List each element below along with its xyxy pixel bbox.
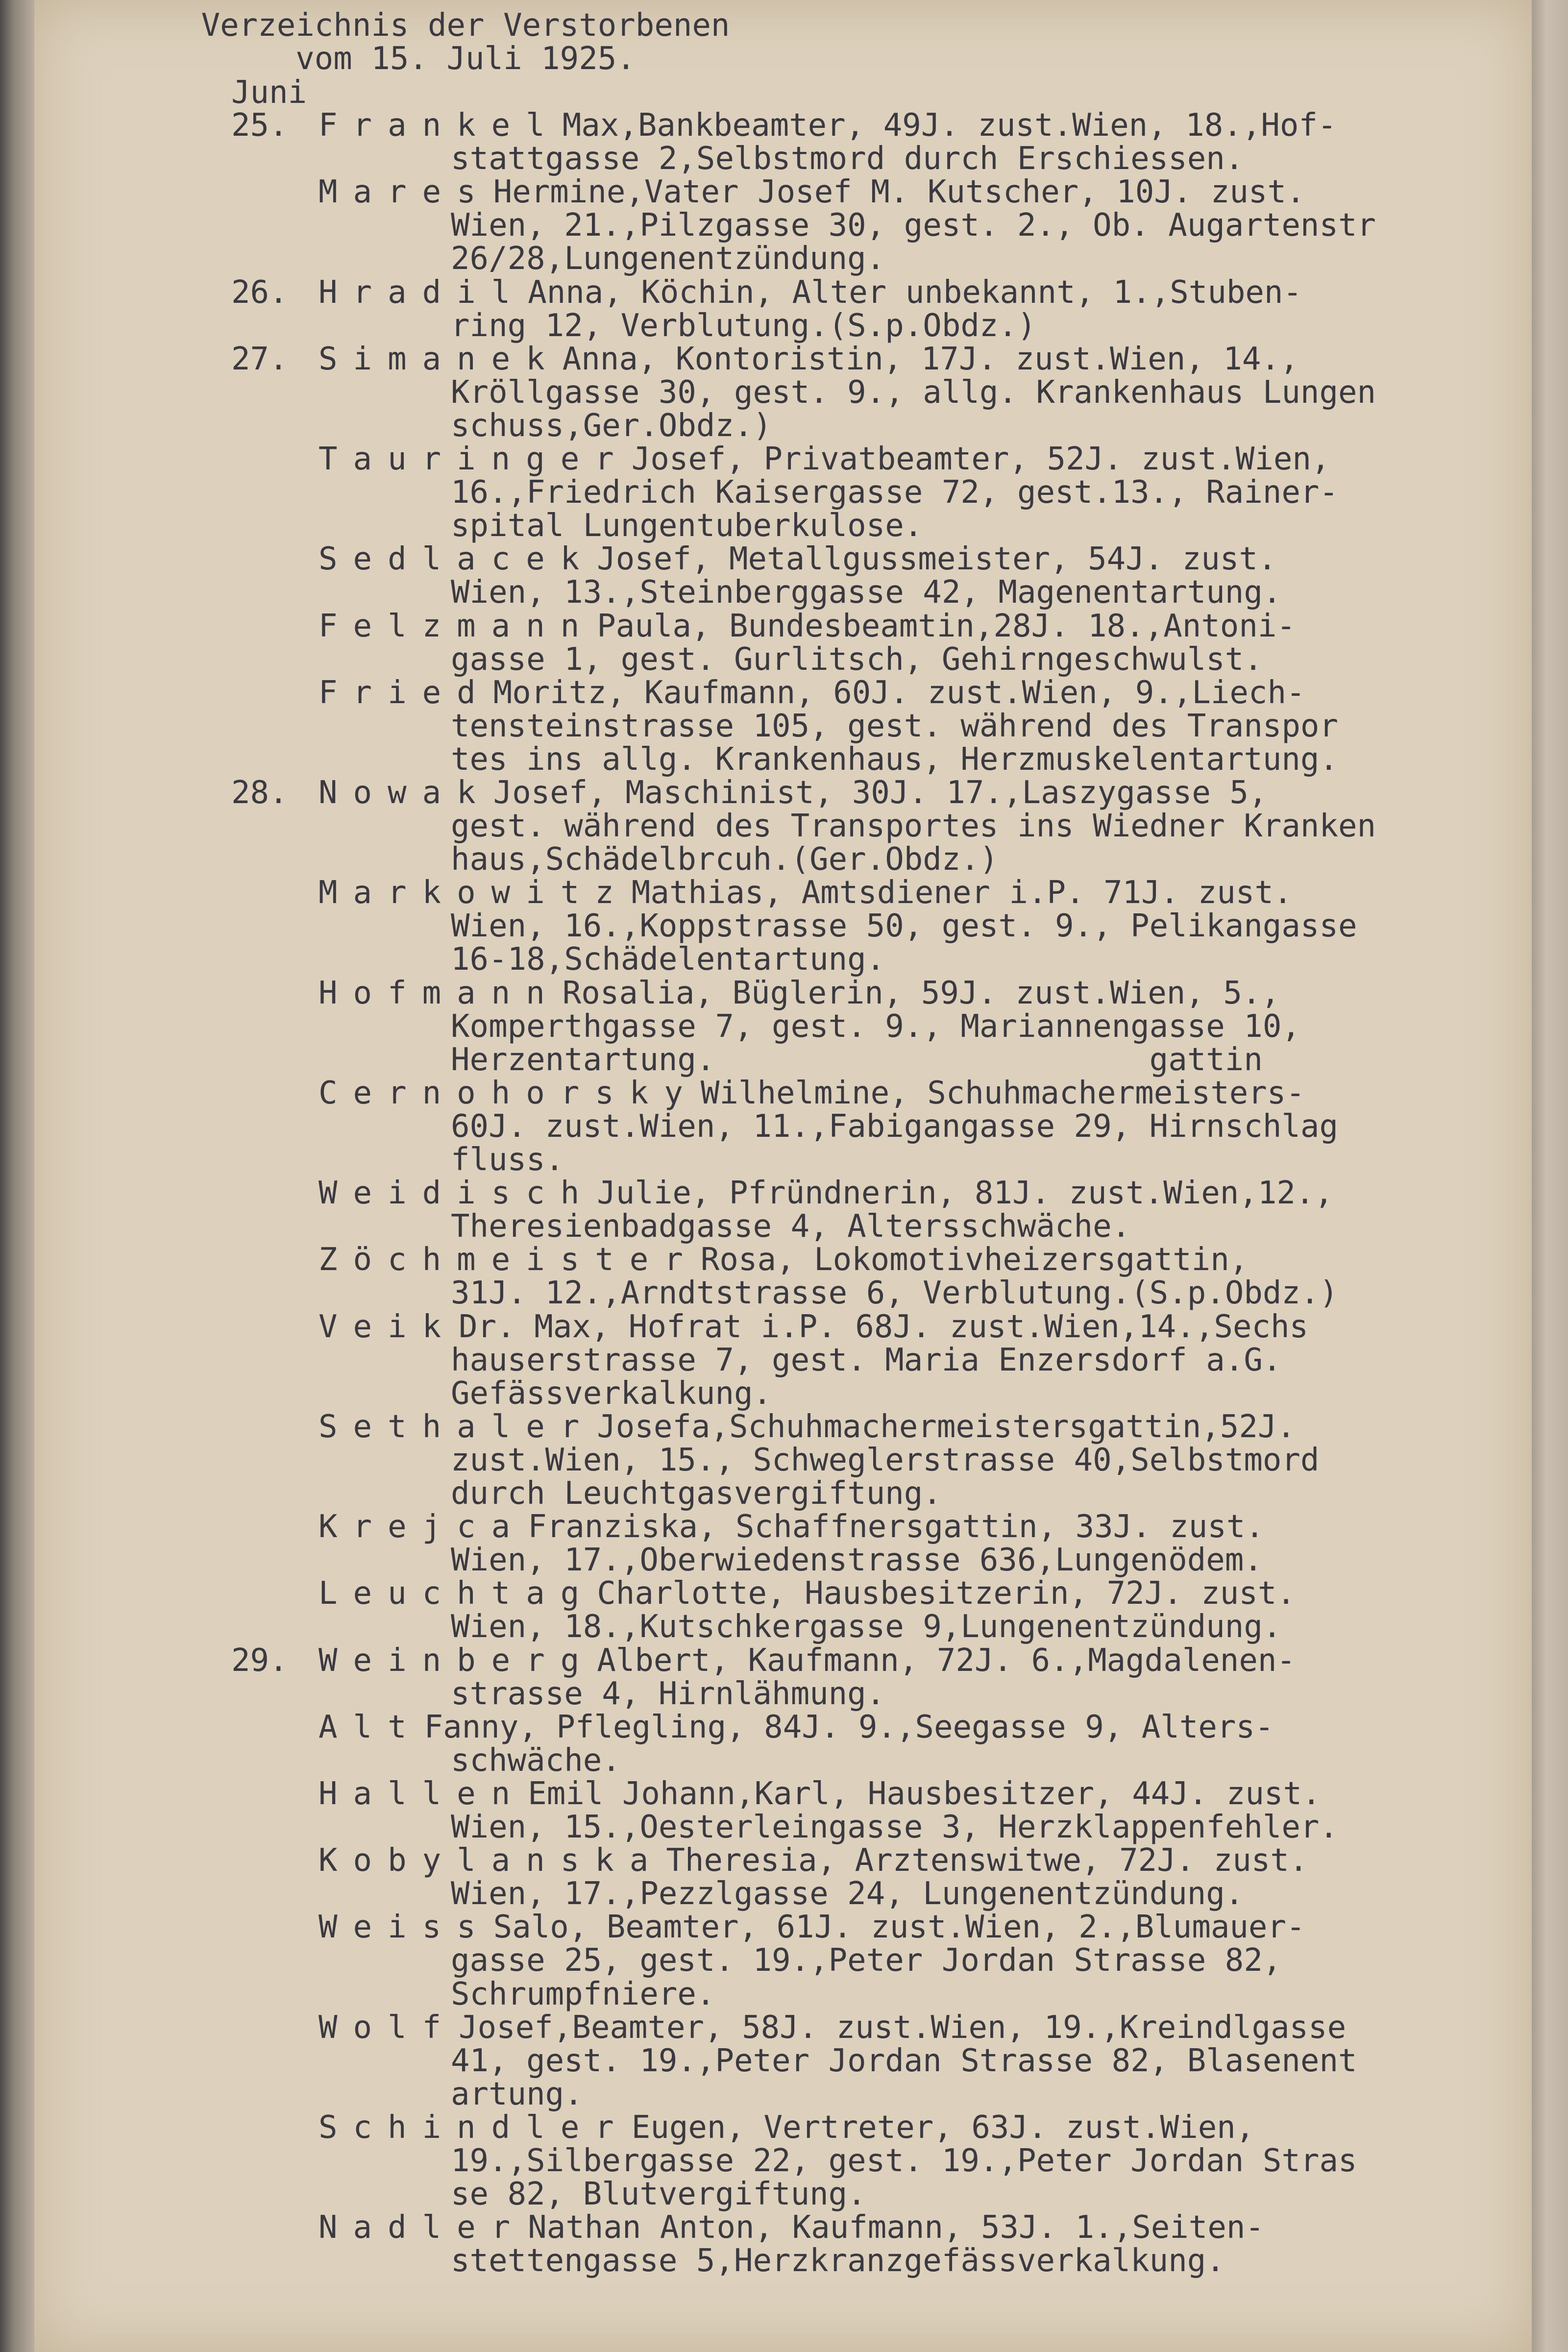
entry-surname: Hallen xyxy=(318,1776,526,1812)
entry-date: 26. xyxy=(231,274,288,311)
entry-text-continuation: 31J. 12.,Arndtstrasse 6, Verblutung.(S.p.Obdz.) xyxy=(451,1275,1338,1312)
entry-text-continuation: Wien, 17.,Pezzlgasse 24, Lungenentzündung. xyxy=(451,1876,1244,1912)
entry-text: Josef, Metallgussmeister, 54J. zust. xyxy=(597,541,1277,578)
entry-text: Rosalia, Büglerin, 59J. zust.Wien, 5., xyxy=(562,975,1280,1011)
entry-surname: Tauringer xyxy=(318,441,630,477)
entry-text-continuation: se 82, Blutvergiftung. xyxy=(451,2176,866,2213)
entry-surname: Weinberg xyxy=(318,1642,595,1679)
entry-text-continuation: durch Leuchtgasvergiftung. xyxy=(451,1475,942,1512)
entry-text: Wilhelmine, Schuhmachermeisters- xyxy=(700,1075,1305,1111)
entry-text-continuation: zust.Wien, 15., Schweglerstrasse 40,Selbstmord xyxy=(451,1442,1320,1478)
entry-text-continuation: Wien, 15.,Oesterleingasse 3, Herzklappenfehler. xyxy=(451,1809,1338,1846)
entry-surname: Sedlacek xyxy=(318,541,595,578)
entry-text-continuation: 60J. zust.Wien, 11.,Fabigangasse 29, Hirnschlag xyxy=(451,1108,1338,1145)
entry-text-continuation: 16-18,Schädelentartung. xyxy=(451,941,885,978)
entry-surname: Hofmann xyxy=(318,975,561,1011)
entry-text: Moritz, Kaufmann, 60J. zust.Wien, 9.,Liech- xyxy=(493,674,1305,711)
entry-text-continuation: stettengasse 5,Herzkranzgefässverkalkung. xyxy=(451,2243,1225,2279)
entry-text-continuation: 16.,Friedrich Kaisergasse 72, gest.13., Rainer- xyxy=(451,474,1338,511)
document-title: Verzeichnis der Verstorbenen xyxy=(201,7,730,44)
entry-text-continuation: artung. xyxy=(451,2076,583,2112)
entry-text-continuation: 19.,Silbergasse 22, gest. 19.,Peter Jordan Stras xyxy=(451,2143,1357,2180)
entry-text: Julie, Pfründnerin, 81J. zust.Wien,12., xyxy=(597,1175,1333,1212)
entry-text-continuation: Gefässverkalkung. xyxy=(451,1375,772,1412)
entry-text-continuation: ring 12, Verblutung.(S.p.Obdz.) xyxy=(451,307,1036,344)
entry-text: Josefa,Schuhmachermeistersgattin,52J. xyxy=(597,1408,1296,1445)
entry-surname: Kobylanska xyxy=(318,1842,664,1879)
entry-surname: Fried xyxy=(318,674,491,711)
entry-text-continuation: gasse 25, gest. 19.,Peter Jordan Strasse 82, xyxy=(451,1942,1282,1979)
entry-text: Charlotte, Hausbesitzerin, 72J. zust. xyxy=(597,1575,1296,1612)
entry-date: 25. xyxy=(231,107,288,144)
entry-surname: Leuchtag xyxy=(318,1575,595,1612)
entry-text: Hermine,Vater Josef M. Kutscher, 10J. zust. xyxy=(493,174,1305,211)
entry-text-continuation: gasse 1, gest. Gurlitsch, Gehirngeschwulst. xyxy=(451,641,1263,678)
entry-surname: Markowitz xyxy=(318,875,630,911)
entry-text: Mathias, Amtsdiener i.P. 71J. zust. xyxy=(631,875,1293,911)
entry-text-continuation: schuss,Ger.Obdz.) xyxy=(451,407,772,444)
entry-surname: Nowak xyxy=(318,775,491,811)
entry-text-continuation: spital Lungentuberkulose. xyxy=(451,508,923,544)
entry-text: Max,Bankbeamter, 49J. zust.Wien, 18.,Hof- xyxy=(562,107,1337,144)
entry-text-continuation: Kröllgasse 30, gest. 9., allg. Krankenhaus Lungen xyxy=(451,374,1376,411)
entry-surname: Schindler xyxy=(318,2109,630,2146)
entry-surname: Krejca xyxy=(318,1509,526,1545)
entry-text: Franziska, Schaffnersgattin, 33J. zust. xyxy=(528,1509,1264,1545)
entry-text-continuation: hauserstrasse 7, gest. Maria Enzersdorf a.G. xyxy=(451,1342,1282,1378)
entry-text: Emil Johann,Karl, Hausbesitzer, 44J. zust. xyxy=(528,1776,1321,1812)
entry-text-continuation: Wien, 13.,Steinberggasse 42, Magenentartung. xyxy=(451,574,1282,611)
entry-text-continuation: gest. während des Transportes ins Wiedner Kranken xyxy=(451,808,1376,845)
entry-surname: Mares xyxy=(318,174,491,211)
entry-text-continuation: fluss. xyxy=(451,1142,564,1178)
entry-text: Salo, Beamter, 61J. zust.Wien, 2.,Blumauer- xyxy=(493,1909,1305,1946)
entry-text: Paula, Bundesbeamtin,28J. 18.,Antoni- xyxy=(597,608,1296,644)
entry-text-continuation: 41, gest. 19.,Peter Jordan Strasse 82, Blasenent xyxy=(451,2042,1357,2079)
entry-text-continuation: 26/28,Lungenentzündung. xyxy=(451,241,885,277)
entry-surname: Cernohorsky xyxy=(318,1075,699,1111)
entry-text-continuation: Komperthgasse 7, gest. 9., Mariannengasse 10, xyxy=(451,1008,1300,1045)
entry-text-continuation: tes ins allg. Krankenhaus, Herzmuskelentartung. xyxy=(451,741,1338,778)
entry-surname: Sethaler xyxy=(318,1408,595,1445)
entry-text-continuation: haus,Schädelbrcuh.(Ger.Obdz.) xyxy=(451,841,999,878)
page-stack-edge xyxy=(1532,0,1568,2352)
entry-text: Albert, Kaufmann, 72J. 6.,Magdalenen- xyxy=(597,1642,1296,1679)
entry-text: Josef, Privatbeamter, 52J. zust.Wien, xyxy=(631,441,1330,477)
entry-surname: Alt xyxy=(318,1709,422,1745)
entry-date: 27. xyxy=(231,341,288,377)
book-spine-edge xyxy=(0,0,34,2352)
entry-surname: Simanek xyxy=(318,341,561,377)
entry-text-continuation: Herzentartung. gattin xyxy=(451,1041,1263,1078)
entry-text-continuation: Schrumpfniere. xyxy=(451,1976,715,2012)
entry-text-continuation: strasse 4, Hirnlähmung. xyxy=(451,1675,885,1712)
entry-text-continuation: Wien, 16.,Koppstrasse 50, gest. 9., Pelikangasse xyxy=(451,908,1357,945)
document-date: vom 15. Juli 1925. xyxy=(295,41,636,77)
entry-surname: Veik xyxy=(318,1308,457,1345)
entry-text: Anna, Köchin, Alter unbekannt, 1.,Stuben- xyxy=(528,274,1302,311)
entry-surname: Weidisch xyxy=(318,1175,595,1212)
entry-surname: Wolf xyxy=(318,2009,457,2046)
entry-surname: Zöchmeister xyxy=(318,1242,699,1278)
entry-text-continuation: Wien, 21.,Pilzgasse 30, gest. 2., Ob. Augartenstr xyxy=(451,207,1376,244)
entry-surname: Weiss xyxy=(318,1909,491,1946)
entry-surname: Frankel xyxy=(318,107,561,144)
entry-text-continuation: schwäche. xyxy=(451,1742,621,1779)
entry-text: Anna, Kontoristin, 17J. zust.Wien, 14., xyxy=(562,341,1299,377)
entry-surname: Hradil xyxy=(318,274,526,311)
entry-text: Nathan Anton, Kaufmann, 53J. 1.,Seiten- xyxy=(528,2209,1264,2246)
entry-date: 28. xyxy=(231,775,288,811)
entry-text-continuation: Wien, 17.,Oberwiedenstrasse 636,Lungenödem. xyxy=(451,1542,1263,1579)
entry-surname: Nadler xyxy=(318,2209,526,2246)
entry-text: Fanny, Pflegling, 84J. 9.,Seegasse 9, Alters- xyxy=(424,1709,1274,1745)
entry-text: Dr. Max, Hofrat i.P. 68J. zust.Wien,14.,Sechs xyxy=(459,1308,1309,1345)
entry-text: Theresia, Arztenswitwe, 72J. zust. xyxy=(666,1842,1308,1879)
entry-text-continuation: Wien, 18.,Kutschkergasse 9,Lungenentzündung. xyxy=(451,1609,1282,1645)
entry-date: 29. xyxy=(231,1642,288,1679)
entry-text: Josef,Beamter, 58J. zust.Wien, 19.,Kreindlgasse xyxy=(459,2009,1347,2046)
entry-text: Eugen, Vertreter, 63J. zust.Wien, xyxy=(631,2109,1255,2146)
month-label: Juni xyxy=(231,74,307,111)
entry-text-continuation: Theresienbadgasse 4, Altersschwäche. xyxy=(451,1208,1131,1245)
entry-text: Rosa, Lokomotivheizersgattin, xyxy=(700,1242,1249,1278)
entry-text-continuation: stattgasse 2,Selbstmord durch Erschiessen. xyxy=(451,141,1244,177)
document-header xyxy=(34,9,897,75)
entry-text-continuation: tensteinstrasse 105, gest. während des Transpor xyxy=(451,708,1338,744)
entry-surname: Felzmann xyxy=(318,608,595,644)
document-page xyxy=(34,0,1532,2352)
entry-text: Josef, Maschinist, 30J. 17.,Laszygasse 5, xyxy=(493,775,1268,811)
